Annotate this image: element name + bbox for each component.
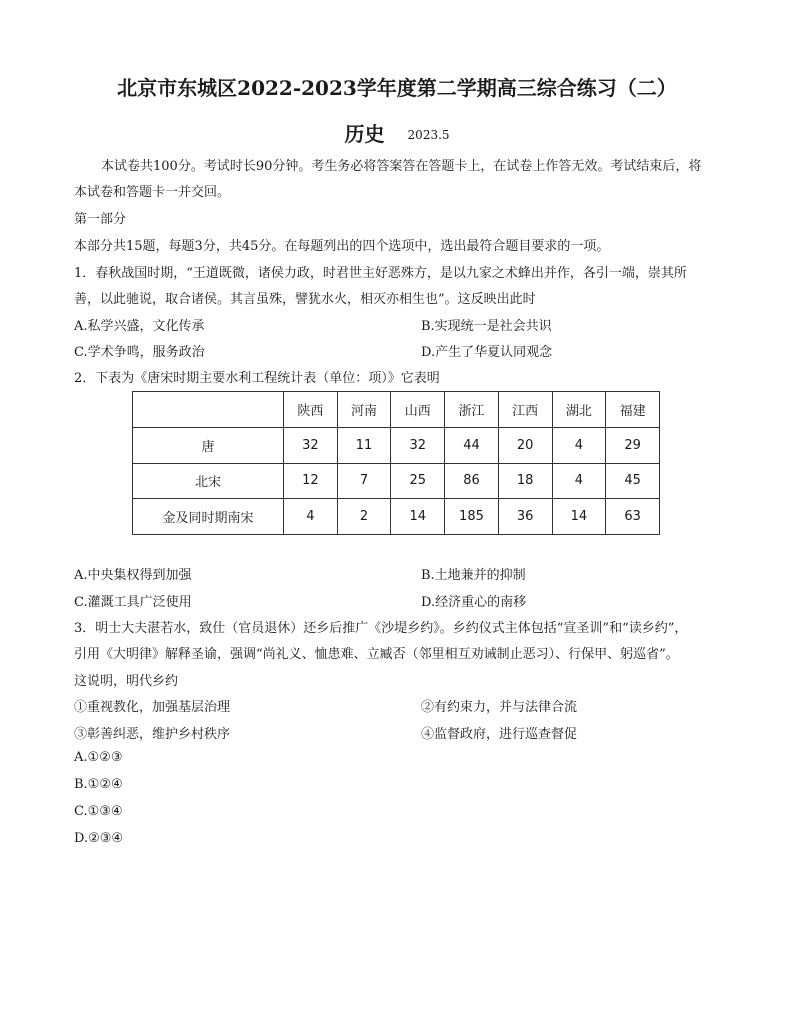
table-row-header: 金及同时期南宋 (133, 499, 284, 535)
q3-option-b: B.①②④ (74, 777, 123, 792)
table-cell: 11 (337, 427, 391, 463)
table-header-row (133, 392, 660, 428)
table-cell: 44 (445, 427, 499, 463)
table-cell: 4 (552, 427, 606, 463)
exam-title: 北京市东城区2022-2023学年度第二学期高三综合练习（二） (117, 76, 677, 100)
table-row-header: 唐 (133, 427, 284, 463)
q3-statement-3: ③彰善纠恶，维护乡村秩序 (74, 727, 231, 742)
table-header-cell: 江西 (498, 392, 552, 428)
q3-statement-2: ②有约束力，并与法律合流 (421, 700, 578, 715)
table-row (133, 499, 660, 535)
q1-option-a: A.私学兴盛，文化传承 (74, 319, 205, 334)
table-cell: 29 (606, 427, 660, 463)
q3-statement-1: ①重视教化，加强基层治理 (74, 700, 231, 715)
intro-line-2: 本试卷和答题卡一并交回。 (74, 185, 231, 200)
q2-option-c: C.灌溉工具广泛使用 (74, 595, 192, 610)
q2-option-a: A.中央集权得到加强 (74, 568, 192, 583)
q2-stem: 2．下表为《唐宋时期主要水利工程统计表（单位：项）》它表明 (74, 371, 440, 386)
table-row-header: 北宋 (133, 463, 284, 499)
table-cell: 36 (498, 499, 552, 535)
q3-option-c: C.①③④ (74, 804, 123, 819)
q3-option-d: D.②③④ (74, 831, 124, 846)
water-projects-table (132, 391, 660, 535)
table-row (133, 463, 660, 499)
table-cell: 45 (606, 463, 660, 499)
table-cell: 32 (391, 427, 445, 463)
table-cell: 2 (337, 499, 391, 535)
q1-stem-line-2: 善，以此驰说，取合诸侯。其言虽殊，譬犹水火，相灭亦相生也”。这反映出此时 (74, 292, 536, 307)
table-cell: 25 (391, 463, 445, 499)
table-header-cell: 湖北 (552, 392, 606, 428)
q1-stem-line-1: 1．春秋战国时期，“王道既微，诸侯力政，时君世主好恶殊方，是以九家之术蜂出并作，各引一端，崇其所 (74, 266, 687, 281)
intro-line-1: 本试卷共100分。考试时长90分钟。考生务必将答案答在答题卡上，在试卷上作答无效。考试结束后，将 (101, 159, 702, 174)
table-header-cell: 陕西 (284, 392, 338, 428)
table-cell: 86 (445, 463, 499, 499)
table-cell: 4 (552, 463, 606, 499)
q3-option-a: A.①②③ (74, 750, 123, 765)
subject-name: 历史 (344, 122, 385, 146)
table-row (133, 427, 660, 463)
table-header-cell: 福建 (606, 392, 660, 428)
table-header-cell: 浙江 (445, 392, 499, 428)
q3-statement-4: ④监督政府，进行巡查督促 (421, 727, 578, 742)
table-cell: 63 (606, 499, 660, 535)
table-cell: 12 (284, 463, 338, 499)
q2-option-b: B.土地兼并的抑制 (421, 568, 526, 583)
exam-date: 2023.5 (407, 128, 450, 142)
q3-stem-line-2: 引用《大明律》解释圣谕，强调“尚礼义、恤患难、立臧否（邻里相互劝诫制止恶习）、行保甲、躬巡省”。 (74, 647, 679, 662)
q3-stem-line-1: 3．明士大夫湛若水，致仕（官员退休）还乡后推广《沙堤乡约》。乡约仪式主体包括“宣圣训”和“读乡约”， (74, 621, 688, 636)
table-cell: 4 (284, 499, 338, 535)
table-cell: 32 (284, 427, 338, 463)
q1-option-d: D.产生了华夏认同观念 (421, 345, 553, 360)
table-cell: 20 (498, 427, 552, 463)
q1-option-b: B.实现统一是社会共识 (421, 319, 552, 334)
table-cell: 14 (391, 499, 445, 535)
q2-option-d: D.经济重心的南移 (421, 595, 527, 610)
subject-row (0, 118, 794, 147)
table-cell: 185 (445, 499, 499, 535)
table-header-cell: 山西 (391, 392, 445, 428)
part-heading: 第一部分 (74, 212, 127, 227)
table-cell: 7 (337, 463, 391, 499)
q1-option-c: C.学术争鸣，服务政治 (74, 345, 205, 360)
table-cell: 18 (498, 463, 552, 499)
part-instructions: 本部分共15题，每题3分，共45分。在每题列出的四个选项中，选出最符合题目要求的一项。 (74, 239, 610, 254)
table-corner-cell (133, 392, 284, 428)
q3-stem-line-3: 这说明，明代乡约 (74, 674, 179, 689)
table-header-cell: 河南 (337, 392, 391, 428)
table-cell: 14 (552, 499, 606, 535)
